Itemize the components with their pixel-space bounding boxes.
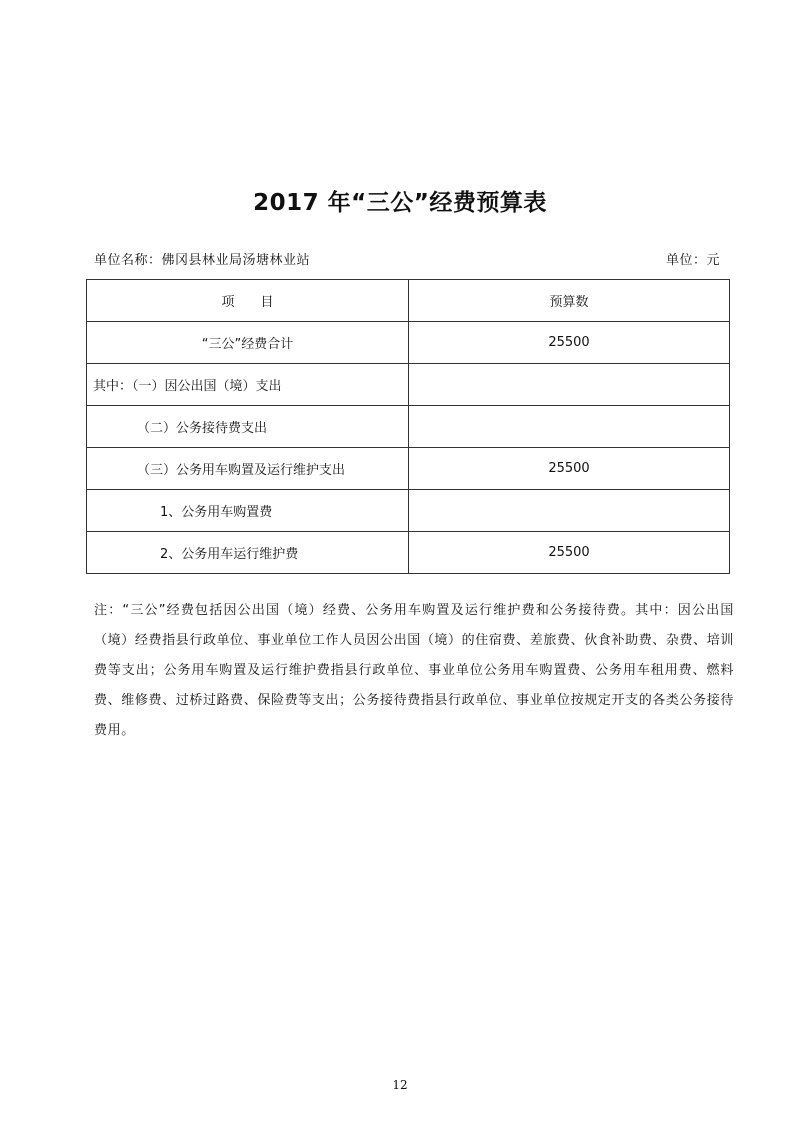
row-value-overseas bbox=[409, 364, 730, 406]
row-label-total: “三公”经费合计 bbox=[87, 322, 409, 364]
table-row bbox=[87, 532, 730, 574]
row-label-vehicle-operation: 2、公务用车运行维护费 bbox=[87, 532, 409, 574]
table-header-row bbox=[87, 280, 730, 322]
row-label-vehicle-purchase: 1、公务用车购置费 bbox=[87, 490, 409, 532]
row-value-reception bbox=[409, 406, 730, 448]
row-label-vehicles: （三）公务用车购置及运行维护支出 bbox=[87, 448, 409, 490]
page-title: 2017 年“三公”经费预算表 bbox=[253, 190, 547, 216]
budget-table bbox=[86, 279, 730, 574]
row-value-vehicle-operation: 25500 bbox=[409, 532, 730, 574]
row-value-total: 25500 bbox=[409, 322, 730, 364]
unit-name: 单位名称：佛冈县林业局汤塘林业站 bbox=[94, 253, 311, 268]
table-row bbox=[87, 322, 730, 364]
table-row bbox=[87, 448, 730, 490]
table-row bbox=[87, 364, 730, 406]
row-label-overseas: 其中：（一）因公出国（境）支出 bbox=[87, 364, 409, 406]
row-value-vehicles: 25500 bbox=[409, 448, 730, 490]
page-number: 12 bbox=[392, 1078, 408, 1092]
header-item: 项 目 bbox=[87, 280, 409, 322]
row-value-vehicle-purchase bbox=[409, 490, 730, 532]
footnote: 注：“三公”经费包括因公出国（境）经费、公务用车购置及运行维护费和公务接待费。其中：因公出国（境）经费指县行政单位、事业单位工作人员因公出国（境）的住宿费、差旅费、伙食补助费、杂费、培训费等支出；公务用车购置及运行维护费指县行政单位、事业单位公务用车购置费、公务用车租用费、燃料费、维修费、过桥过路费、保险费等支出；公务接待费指县行政单位、事业单位按规定开支的各类公务接待费用。 bbox=[94, 603, 734, 738]
header-budget: 预算数 bbox=[409, 280, 730, 322]
table-row bbox=[87, 490, 730, 532]
table-row bbox=[87, 406, 730, 448]
row-label-reception: （二）公务接待费支出 bbox=[87, 406, 409, 448]
currency-unit: 单位：元 bbox=[665, 253, 720, 268]
